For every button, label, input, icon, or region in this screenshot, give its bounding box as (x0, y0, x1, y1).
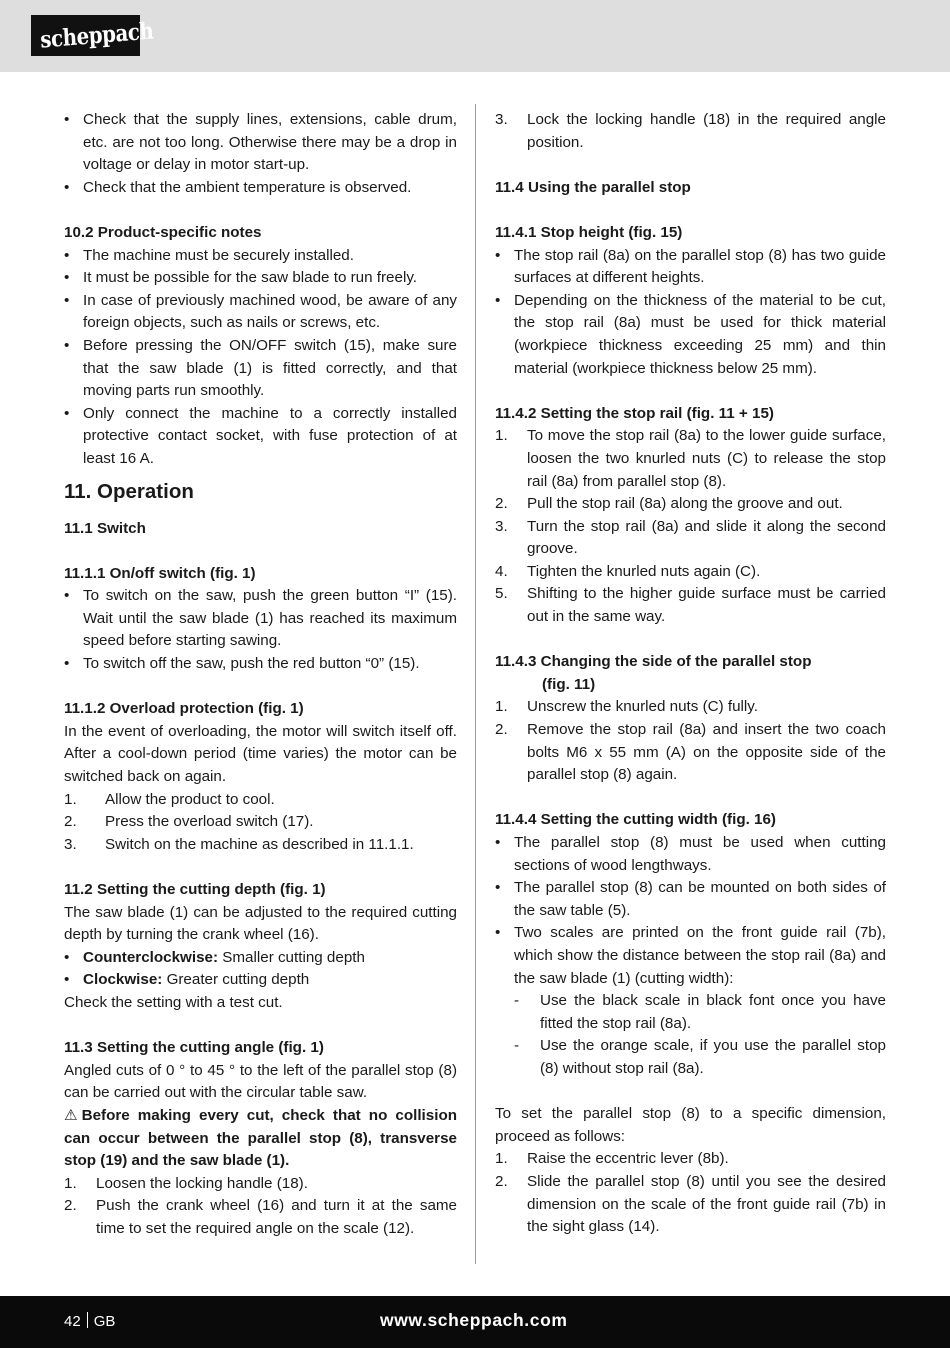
section-heading-11-4-1: 11.4.1 Stop height (fig. 15) (495, 223, 683, 241)
section-heading-11-2: 11.2 Setting the cutting depth (fig. 1) (64, 881, 326, 898)
list-item: 1. To move the stop rail (8a) to the lower guide surface, loosen the two knurled nuts (C) to release the stop rail (8a) from parallel stop (8). (495, 427, 886, 490)
list-item: 2. Pull the stop rail (8a) along the groove and out. (495, 495, 843, 513)
cutting-width-list (495, 832, 886, 1081)
section-heading-11-4-4: 11.4.4 Setting the cutting width (fig. 16) (495, 811, 776, 829)
dimension-steps (495, 1148, 886, 1238)
stop-rail-steps (495, 425, 886, 628)
list-item: 5. Shifting to the higher guide surface must be carried out in the same way. (495, 585, 886, 626)
list-item: - Use the orange scale, if you use the parallel stop (8) without stop rail (8a). (514, 1035, 886, 1080)
page-header (0, 0, 950, 72)
paragraph: In the event of overloading, the motor will switch itself off. After a cool-down period (time varies) the motor can be switched back on again. (64, 722, 457, 786)
section-heading-fig: (fig. 11) (542, 675, 596, 693)
list-item: • Two scales are printed on the front guide rail (7b), which show the distance between the stop rail (8a) and the saw blade (1) (cutting width): - Use the black scale in black font once you have fitted the stop rail (8a). - Use the orange scale, if you use the parallel stop (8) without stop rail (8a). (495, 922, 886, 1080)
warning-note: ⚠ Before making every cut, check that no collision can occur between the parallel stop (8), transverse stop (19) and the saw blade (1). (64, 1106, 457, 1170)
list-item: 3. Lock the locking handle (18) in the required angle position. (495, 111, 886, 151)
column-divider (475, 104, 476, 1264)
angle-steps (64, 1173, 457, 1241)
change-side-steps (495, 696, 886, 786)
paragraph: To set the parallel stop (8) to a specific dimension, proceed as follows: (495, 1105, 886, 1145)
left-column (64, 109, 457, 1241)
list-item: 3. Switch on the machine as described in 11.1.1. (64, 835, 414, 853)
list-item: • Check that the ambient temperature is observed. (64, 177, 457, 200)
list-item: • The stop rail (8a) on the parallel stop (8) has two guide surfaces at different heights. (495, 245, 886, 290)
intro-bullets (64, 109, 457, 199)
page-number: 42 GB (64, 1313, 116, 1330)
scale-options-list (514, 990, 886, 1080)
list-item: • Counterclockwise: Smaller cutting depth (64, 947, 457, 970)
list-item: • Clockwise: Greater cutting depth (64, 969, 457, 992)
paragraph: Check the setting with a test cut. (64, 993, 283, 1011)
list-item: 2. Remove the stop rail (8a) and insert the two coach bolts M6 x 55 mm (A) on the opposite side of the parallel stop (8) again. (495, 721, 886, 784)
list-item: 1. Raise the eccentric lever (8b). (495, 1150, 729, 1168)
section-heading-11-1-2: 11.1.2 Overload protection (fig. 1) (64, 700, 304, 718)
paragraph: Angled cuts of 0 ° to 45 ° to the left of the parallel stop (8) can be carried out with the circular table saw. (64, 1061, 457, 1102)
list-item: • Check that the supply lines, extensions, cable drum, etc. are not too long. Otherwise there may be a drop in voltage or delay in motor start-up. (64, 109, 457, 177)
list-item: • The parallel stop (8) can be mounted on both sides of the saw table (5). (495, 877, 886, 922)
list-item: • In case of previously machined wood, be aware of any foreign objects, such as nails or screws, etc. (64, 290, 457, 335)
list-item: 2. Slide the parallel stop (8) until you see the desired dimension on the scale of the front guide rail (7b) in the sight glass (14). (495, 1172, 886, 1236)
overload-steps (64, 789, 457, 857)
list-item: • To switch off the saw, push the red button “0” (15). (64, 653, 457, 676)
list-item: 3. Turn the stop rail (8a) and slide it along the second groove. (495, 517, 886, 558)
section-heading-11-1-1: 11.1.1 On/off switch (fig. 1) (64, 564, 256, 582)
paragraph: The saw blade (1) can be adjusted to the required cutting depth by turning the crank wheel (16). (64, 903, 457, 944)
chapter-title: 11. Operation (64, 479, 194, 503)
list-item: • Only connect the machine to a correctly installed protective contact socket, with fuse protection of at least 16 A. (64, 403, 457, 471)
list-item: • The machine must be securely installed. (64, 245, 457, 268)
product-notes-list (64, 245, 457, 471)
stop-height-list (495, 245, 886, 381)
page-footer (0, 1296, 950, 1348)
section-heading-11-4: 11.4 Using the parallel stop (495, 178, 691, 196)
section-heading-11-4-2: 11.4.2 Setting the stop rail (fig. 11 + 15) (495, 404, 774, 422)
list-item: 2. Press the overload switch (17). (64, 813, 314, 831)
list-item: 1. Unscrew the knurled nuts (C) fully. (495, 698, 758, 716)
list-item: • Before pressing the ON/OFF switch (15), make sure that the saw blade (1) is fitted correctly, and that moving parts run smoothly. (64, 335, 457, 403)
list-item: 2. Push the crank wheel (16) and turn it at the same time to set the required angle on the scale (12). (64, 1197, 457, 1237)
list-item: • To switch on the saw, push the green button “I” (15). Wait until the saw blade (1) has reached its maximum speed before starting sawing. (64, 585, 457, 653)
list-item: 4. Tighten the knurled nuts again (C). (495, 562, 761, 580)
website-link[interactable]: www.scheppach.com (380, 1310, 568, 1330)
section-heading-11-3: 11.3 Setting the cutting angle (fig. 1) (64, 1039, 324, 1057)
list-item: • It must be possible for the saw blade to run freely. (64, 267, 457, 290)
brand-logo: scheppach (31, 15, 140, 56)
list-item: - Use the black scale in black font once you have fitted the stop rail (8a). (514, 990, 886, 1035)
angle-steps-continued (495, 109, 886, 154)
section-heading-11-1: 11.1 Switch (64, 519, 146, 537)
switch-list (64, 585, 457, 675)
section-heading-11-4-3: 11.4.3 Changing the side of the parallel stop (495, 653, 812, 671)
list-item: • Depending on the thickness of the material to be cut, the stop rail (8a) must be used for thick material (workpiece thickness exceeding 25 mm) and thin material (workpiece thickness below 25 mm). (495, 290, 886, 380)
list-item: 1. Loosen the locking handle (18). (64, 1174, 308, 1192)
list-item: • The parallel stop (8) must be used when cutting sections of wood lengthways. (495, 832, 886, 877)
warning-icon: ⚠ (64, 1106, 78, 1124)
list-item: 1. Allow the product to cool. (64, 790, 275, 808)
section-heading-10-2: 10.2 Product-specific notes (64, 223, 262, 241)
right-column (495, 109, 886, 1239)
direction-list (64, 947, 457, 992)
